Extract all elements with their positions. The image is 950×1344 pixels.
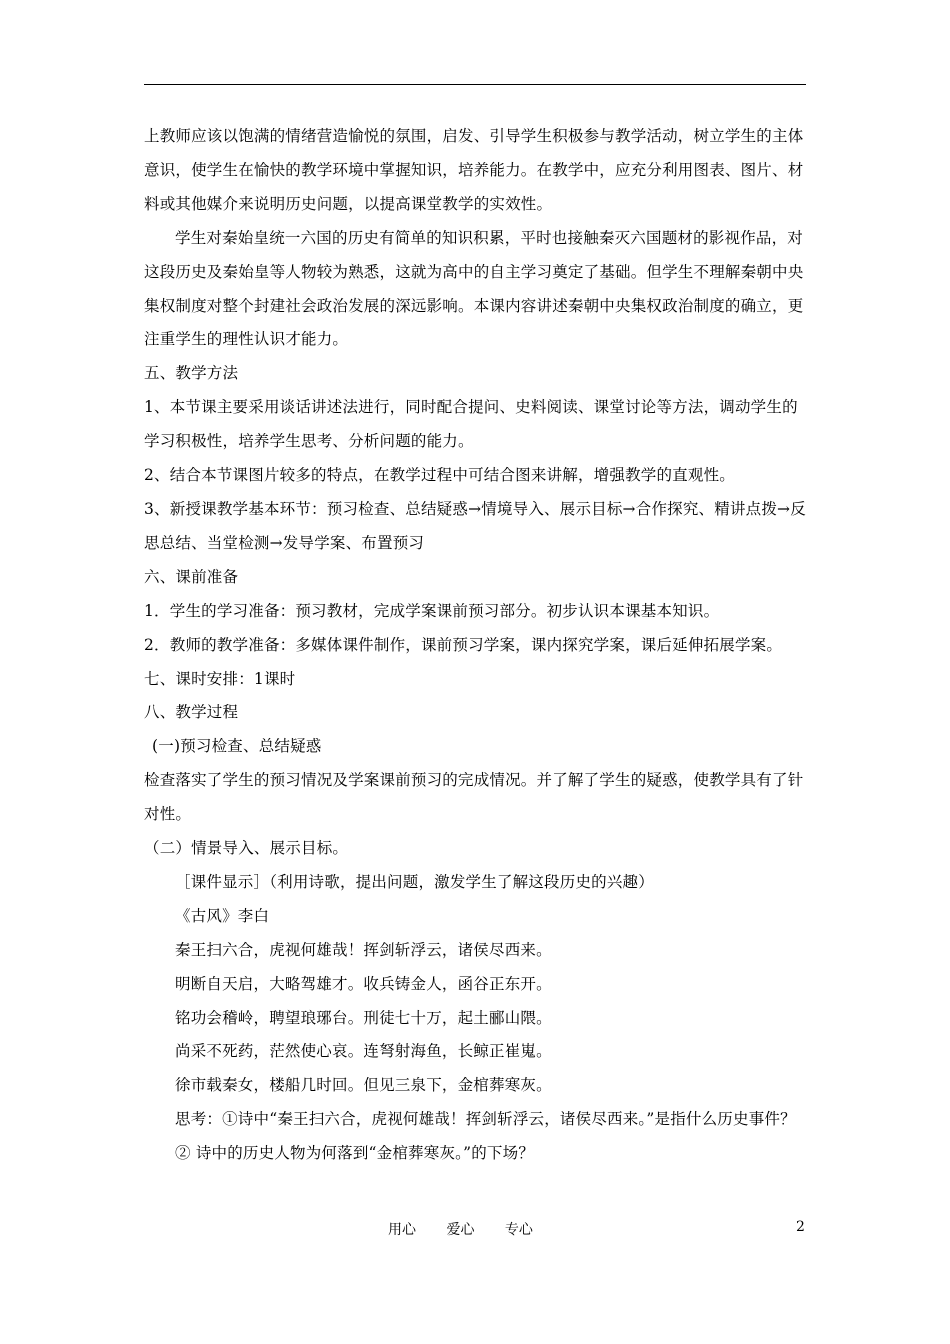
subheading-scene-intro: （二）情景导入、展示目标。 <box>144 839 349 858</box>
method-item-3: 3、新授课教学基本环节：预习检查、总结疑惑→情境导入、展示目标→合作探究、精讲点拨→反思总结、当堂检测→发导学案、布置预习 <box>144 499 806 552</box>
footer-motto: 用心 爱心 专心 <box>388 1222 533 1238</box>
question-2: ② 诗中的历史人物为何落到“金棺葬寒灰。”的下场？ <box>175 1144 535 1163</box>
poem-line-4: 尚采不死药，茫然使心哀。连弩射海鱼，长鲸正崔嵬。 <box>175 1042 552 1061</box>
prep-item-2: 2．教师的教学准备：多媒体课件制作，课前预习学案，课内探究学案，课后延伸拓展学案。 <box>144 635 783 654</box>
paragraph-student-analysis: 学生对秦始皇统一六国的历史有简单的知识积累，平时也接触秦灭六国题材的影视作品，对这段历史及秦始皇等人物较为熟悉，这就为高中的自主学习奠定了基础。但学生不理解秦朝中央集权制度对整个封建社会政治发展的深远影响。本课内容讲述秦朝中央集权政治制度的确立，更注重学生的理性认识才能力。 <box>144 228 804 349</box>
method-item-2: 2、结合本节课图片较多的特点，在教学过程中可结合图来讲解，增强教学的直观性。 <box>144 466 735 485</box>
section-heading-preparation: 六、课前准备 <box>144 567 239 586</box>
header-rule <box>144 84 806 85</box>
paragraph-intro-continued: 上教师应该以饱满的情绪营造愉悦的氛围，启发、引导学生积极参与教学活动，树立学生的主体意识，使学生在愉快的教学环境中掌握知识，培养能力。在教学中，应充分利用图表、图片、材料或其他媒介来说明历史问题，以提高课堂教学的实效性。 <box>144 127 804 213</box>
method-item-1: 1、本节课主要采用谈话讲述法进行，同时配合提问、史料阅读、课堂讨论等方法，调动学生的学习积极性，培养学生思考、分析问题的能力。 <box>144 398 798 451</box>
question-1: 思考：①诗中“秦王扫六合，虎视何雄哉！挥剑斩浮云，诸侯尽西来。”是指什么历史事件？ <box>175 1110 796 1129</box>
poem-line-2: 明断自天启，大略驾雄才。收兵铸金人，函谷正东开。 <box>175 974 552 993</box>
paragraph-preview-check: 检查落实了学生的预习情况及学案课前预习的完成情况。并了解了学生的疑惑，使教学具有了针对性。 <box>144 771 804 824</box>
section-heading-teaching-methods: 五、教学方法 <box>144 364 239 383</box>
page-number: 2 <box>796 1219 805 1235</box>
prep-item-1: 1．学生的学习准备：预习教材，完成学案课前预习部分。初步认识本课基本知识。 <box>144 601 720 620</box>
poem-line-1: 秦王扫六合，虎视何雄哉！挥剑斩浮云，诸侯尽西来。 <box>175 940 552 959</box>
poem-title: 《古风》李白 <box>175 906 270 925</box>
section-heading-schedule: 七、课时安排：1课时 <box>144 669 296 688</box>
poem-line-5: 徐市载秦女，楼船几时回。但见三泉下，金棺葬寒灰。 <box>175 1076 552 1095</box>
section-heading-process: 八、教学过程 <box>144 703 239 722</box>
poem-line-3: 铭功会稽岭，聘望琅琊台。刑徒七十万，起土郦山隈。 <box>175 1008 552 1027</box>
document-body <box>144 120 808 1171</box>
subheading-preview-check: (一)预习检查、总结疑惑 <box>152 737 322 756</box>
courseware-note: ［课件显示］（利用诗歌，提出问题，激发学生了解这段历史的兴趣） <box>175 872 654 891</box>
